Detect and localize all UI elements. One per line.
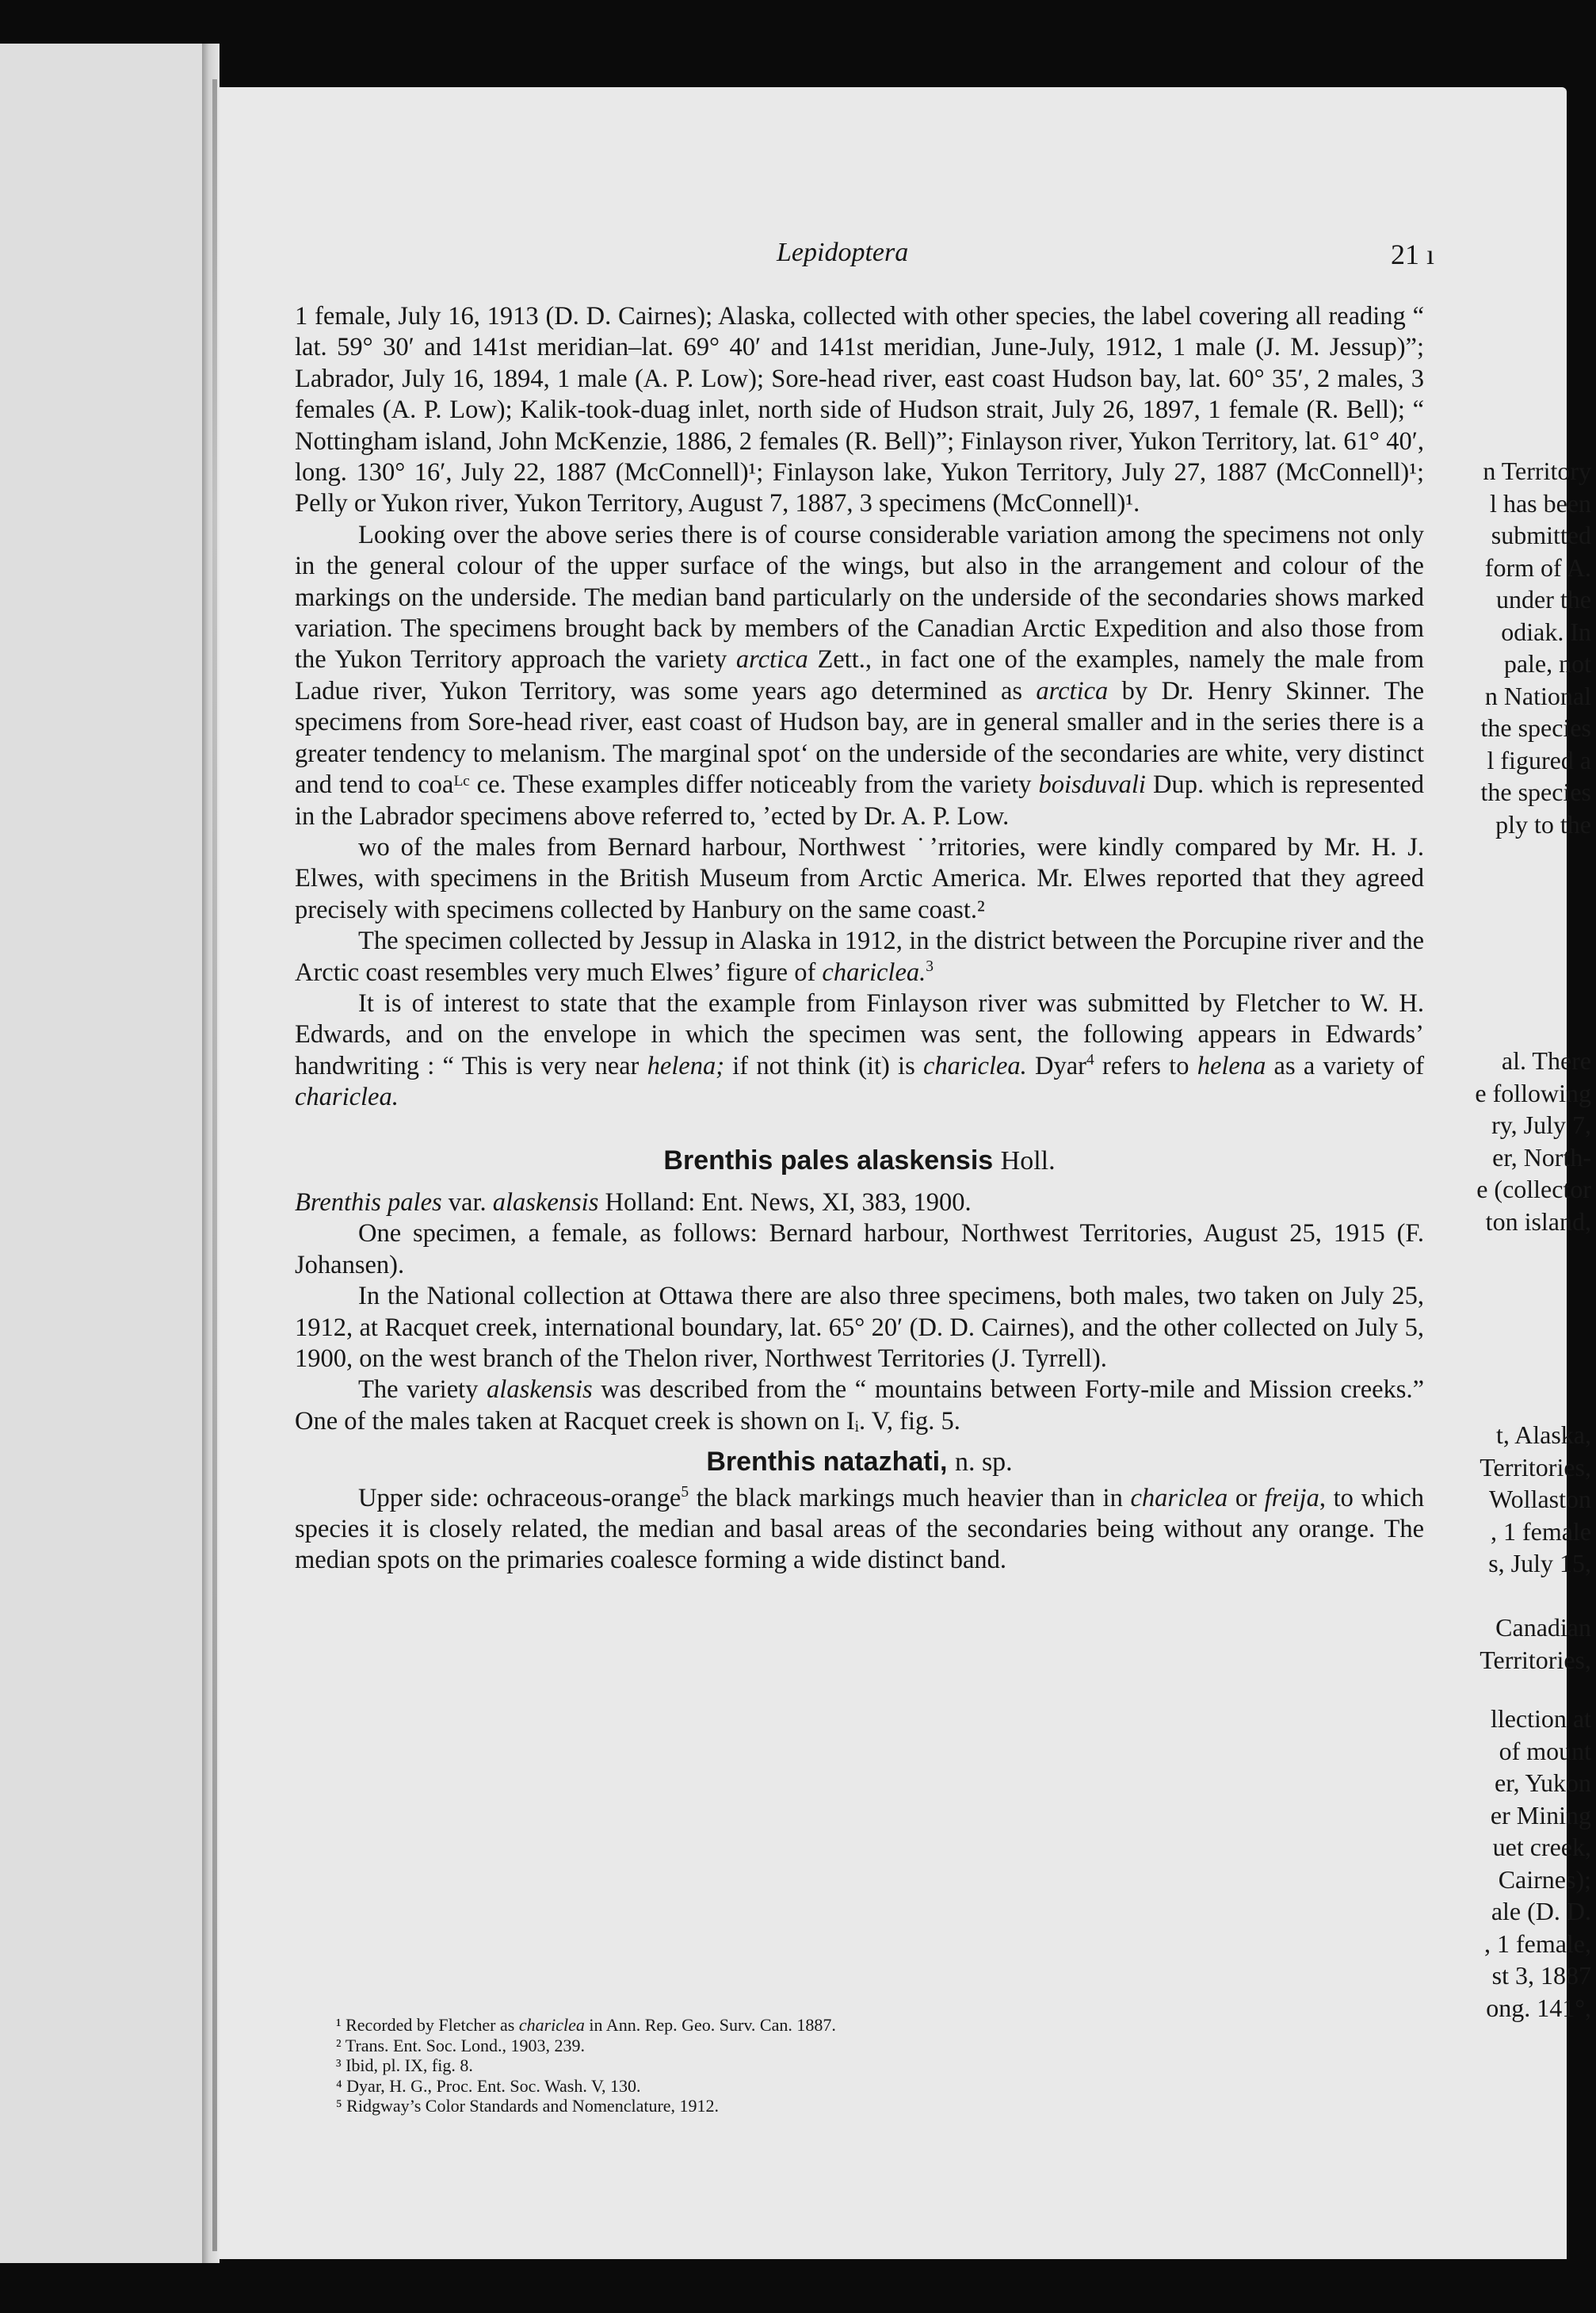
left-page-line: pale, not (1503, 649, 1591, 678)
left-page (0, 44, 205, 2263)
footnote-3: ³ Ibid, pl. IX, fig. 8. (336, 2055, 473, 2075)
paragraph-edwards: It is of interest to state that the example from Finlayson river was submitted by Fletcher to W. H. Edwards, and on the envelope in which the specimen was sent, the following appears in Edwards’ handwriting : “ This is very near helena; if not think (it) is chariclea. Dyar$^4$ refers to helena as a variety of chariclea. (295, 988, 1425, 1112)
left-page-line: ply to the (1495, 809, 1591, 839)
left-page-line: Cairnes); (1498, 1864, 1591, 1894)
left-page-line: ale (D. D. (1491, 1897, 1591, 1925)
left-page-line: n Territory (1483, 457, 1591, 485)
left-page-line: uet creek, (1492, 1833, 1591, 1861)
left-page-line (1393, 1580, 1591, 1612)
left-page-line: submitted (1491, 521, 1591, 549)
paragraph-one-specimen: One specimen, a female, as follows: Bernard harbour, Northwest Territories, August 25, 1915 (F. Johansen). (295, 1219, 1424, 1279)
left-page-line: e (collector (1476, 1175, 1591, 1203)
left-page-text-block-4 (1393, 1703, 1591, 2024)
left-page-line: , 1 female, (1483, 1929, 1591, 1958)
left-page-line: Territories, (1480, 1645, 1591, 1674)
left-page-line: l figured a (1487, 745, 1591, 774)
left-page-line: t, Alaska, (1496, 1420, 1591, 1449)
footnote-4: ⁴ Dyar, H. G., Proc. Ent. Soc. Wash. V, 130. (336, 2075, 641, 2096)
paragraph-localities: 1 female, July 16, 1913 (D. D. Cairnes); Alaska, collected with other species, the label covering all reading “ lat. 59° 30′ and 141st meridian–lat. 69° 40′ and 141st meridian, June-July, 1912, 1 male (J. M. Jessup)”; Labrador, July 16, 1894, 1 male (A. P. Low); Sore-head river, east coast Hudson bay, lat. 60° 35′, 2 males, 3 females (A. P. Low); Kalik-took-duag inlet, north side of Hudson strait, July 26, 1897, 1 female (R. Bell); “ Nottingham island, John McKenzie, 1886, 2 females (R. Bell)”; Finlayson river, Yukon Territory, lat. 61° 40′, long. 130° 16′, July 22, 1887 (McConnell)¹; Finlayson lake, Yukon Territory, July 27, 1887 (McConnell)¹; Pelly or Yukon river, Yukon Territory, August 7, 1887, 3 specimens (McConnell)¹. (295, 302, 1424, 518)
left-page-line: ong. 141°, (1486, 1993, 1591, 2022)
left-page-line: , 1 female (1490, 1516, 1591, 1546)
paragraph-variation: Looking over the above series there is of course considerable variation among the specimens not only in the general colour of the upper surface of the wings, but also in the arrangement and colour of the markings on the underside. The median band particularly on the underside of the secondaries shows marked variation. The specimens brought back by members of the Canadian Arctic Expedition and also those from the Yukon Territory approach the variety arctica Zett., in fact one of the examples, namely the male from Ladue river, Yukon Territory, was some years ago determined as arctica by Dr. Henry Skinner. The specimens from Sore-head river, east coast of Hudson bay, are in general smaller and in the series there is a greater tendency to melanism. The marginal spotʻ on the underside of the secondaries are white, very distinct and tend to coaᴸᶜ ce. These examples differ noticeably from the variety boisduvali Dup. which is represented in the Labrador specimens above referred to, ʼected by Dr. A. P. Low. (295, 520, 1425, 831)
left-page-line: llection at (1490, 1704, 1591, 1733)
paragraph-jessup: The specimen collected by Jessup in Alaska in 1912, in the district between the Porcupine river and the Arctic coast resembles very much Elwes’ figure of chariclea.$^3$ (295, 927, 1424, 987)
species-reference: Brenthis pales var. alaskensis Holland: Ent. News, XI, 383, 1900. (295, 1187, 972, 1217)
footnote-5: ⁵ Ridgway’s Color Standards and Nomenclature, 1912. (336, 2096, 720, 2116)
left-page-line: e following (1475, 1078, 1591, 1107)
running-header (761, 238, 1434, 274)
footnote-2: ² Trans. Ent. Soc. Lond., 1903, 239. (336, 2035, 586, 2055)
paragraph-national-collection: In the National collection at Ottawa there are also three specimens, both males, two taken on July 25, 1912, at Racquet creek, international boundary, lat. 65° 20′ (D. D. Cairnes), and the other collected on July 5, 1900, on the west branch of the Thelon river, Northwest Territories (J. Tyrrell). (295, 1282, 1424, 1373)
left-page-line: form of A. (1484, 552, 1591, 582)
paragraph-variety-described: The variety alaskensis was described from the “ mountains between Forty-mile and Mission creeks.” One of the males taken at Racquet creek is shown on Iᵢ. V, fig. 5. (295, 1375, 1424, 1436)
left-page-line: ton island, (1485, 1206, 1591, 1236)
section-heading-natazhati: Brenthis natazhati, n. sp. (706, 1447, 1013, 1478)
page-number: 21 ı (1390, 239, 1434, 270)
left-page-line: the species (1480, 713, 1591, 742)
page-edge (212, 79, 217, 2251)
left-page-line: n National (1484, 681, 1591, 710)
left-page-line: of mount (1499, 1736, 1591, 1765)
left-page-line: Canadian (1495, 1613, 1591, 1642)
left-page-line: s, July 15, (1488, 1549, 1591, 1577)
left-page-line: ry, July 7, (1491, 1111, 1591, 1139)
left-page-line: er, Yukon (1495, 1768, 1591, 1797)
left-page-line: under the (1496, 585, 1591, 614)
left-page-line: l has been (1490, 488, 1591, 518)
footnote-1: ¹ Recorded by Fletcher as chariclea in Ann. Rep. Geo. Surv. Can. 1887. (336, 2015, 836, 2035)
section-heading-pales-alaskensis: Brenthis pales alaskensis Holl. (663, 1145, 1056, 1176)
left-page-line: odiak. In (1501, 617, 1591, 646)
left-page-line: Territories, (1480, 1452, 1591, 1481)
left-page-line: Wollaston (1489, 1485, 1591, 1513)
main-text (295, 301, 1424, 1577)
left-page-line: er Mining (1490, 1800, 1591, 1829)
left-page-line: st 3, 1887 (1491, 1961, 1591, 1990)
paragraph-elwes: wo of the males from Bernard harbour, Northwest ˙ʼrritories, were kindly compared by Mr. H. J. Elwes, with specimens in the British Museum from Arctic America. Mr. Elwes reported that they agreed precisely with specimens collected by Hanbury on the same coast.² (295, 832, 1424, 924)
left-page-line: er, North- (1492, 1142, 1591, 1172)
running-title: Lepidoptera (777, 238, 909, 267)
paragraph-upper-side: Upper side: ochraceous-orange$^5$ the black markings much heavier than in chariclea or freija, to which species it is closely related, the median and basal areas of the secondaries being without any orange. The median spots on the primaries coalesce forming a wide distinct band. (295, 1483, 1424, 1575)
left-page-line: the species (1480, 778, 1591, 806)
footnotes (295, 2010, 1246, 2116)
left-page-line: al. There (1501, 1046, 1591, 1075)
